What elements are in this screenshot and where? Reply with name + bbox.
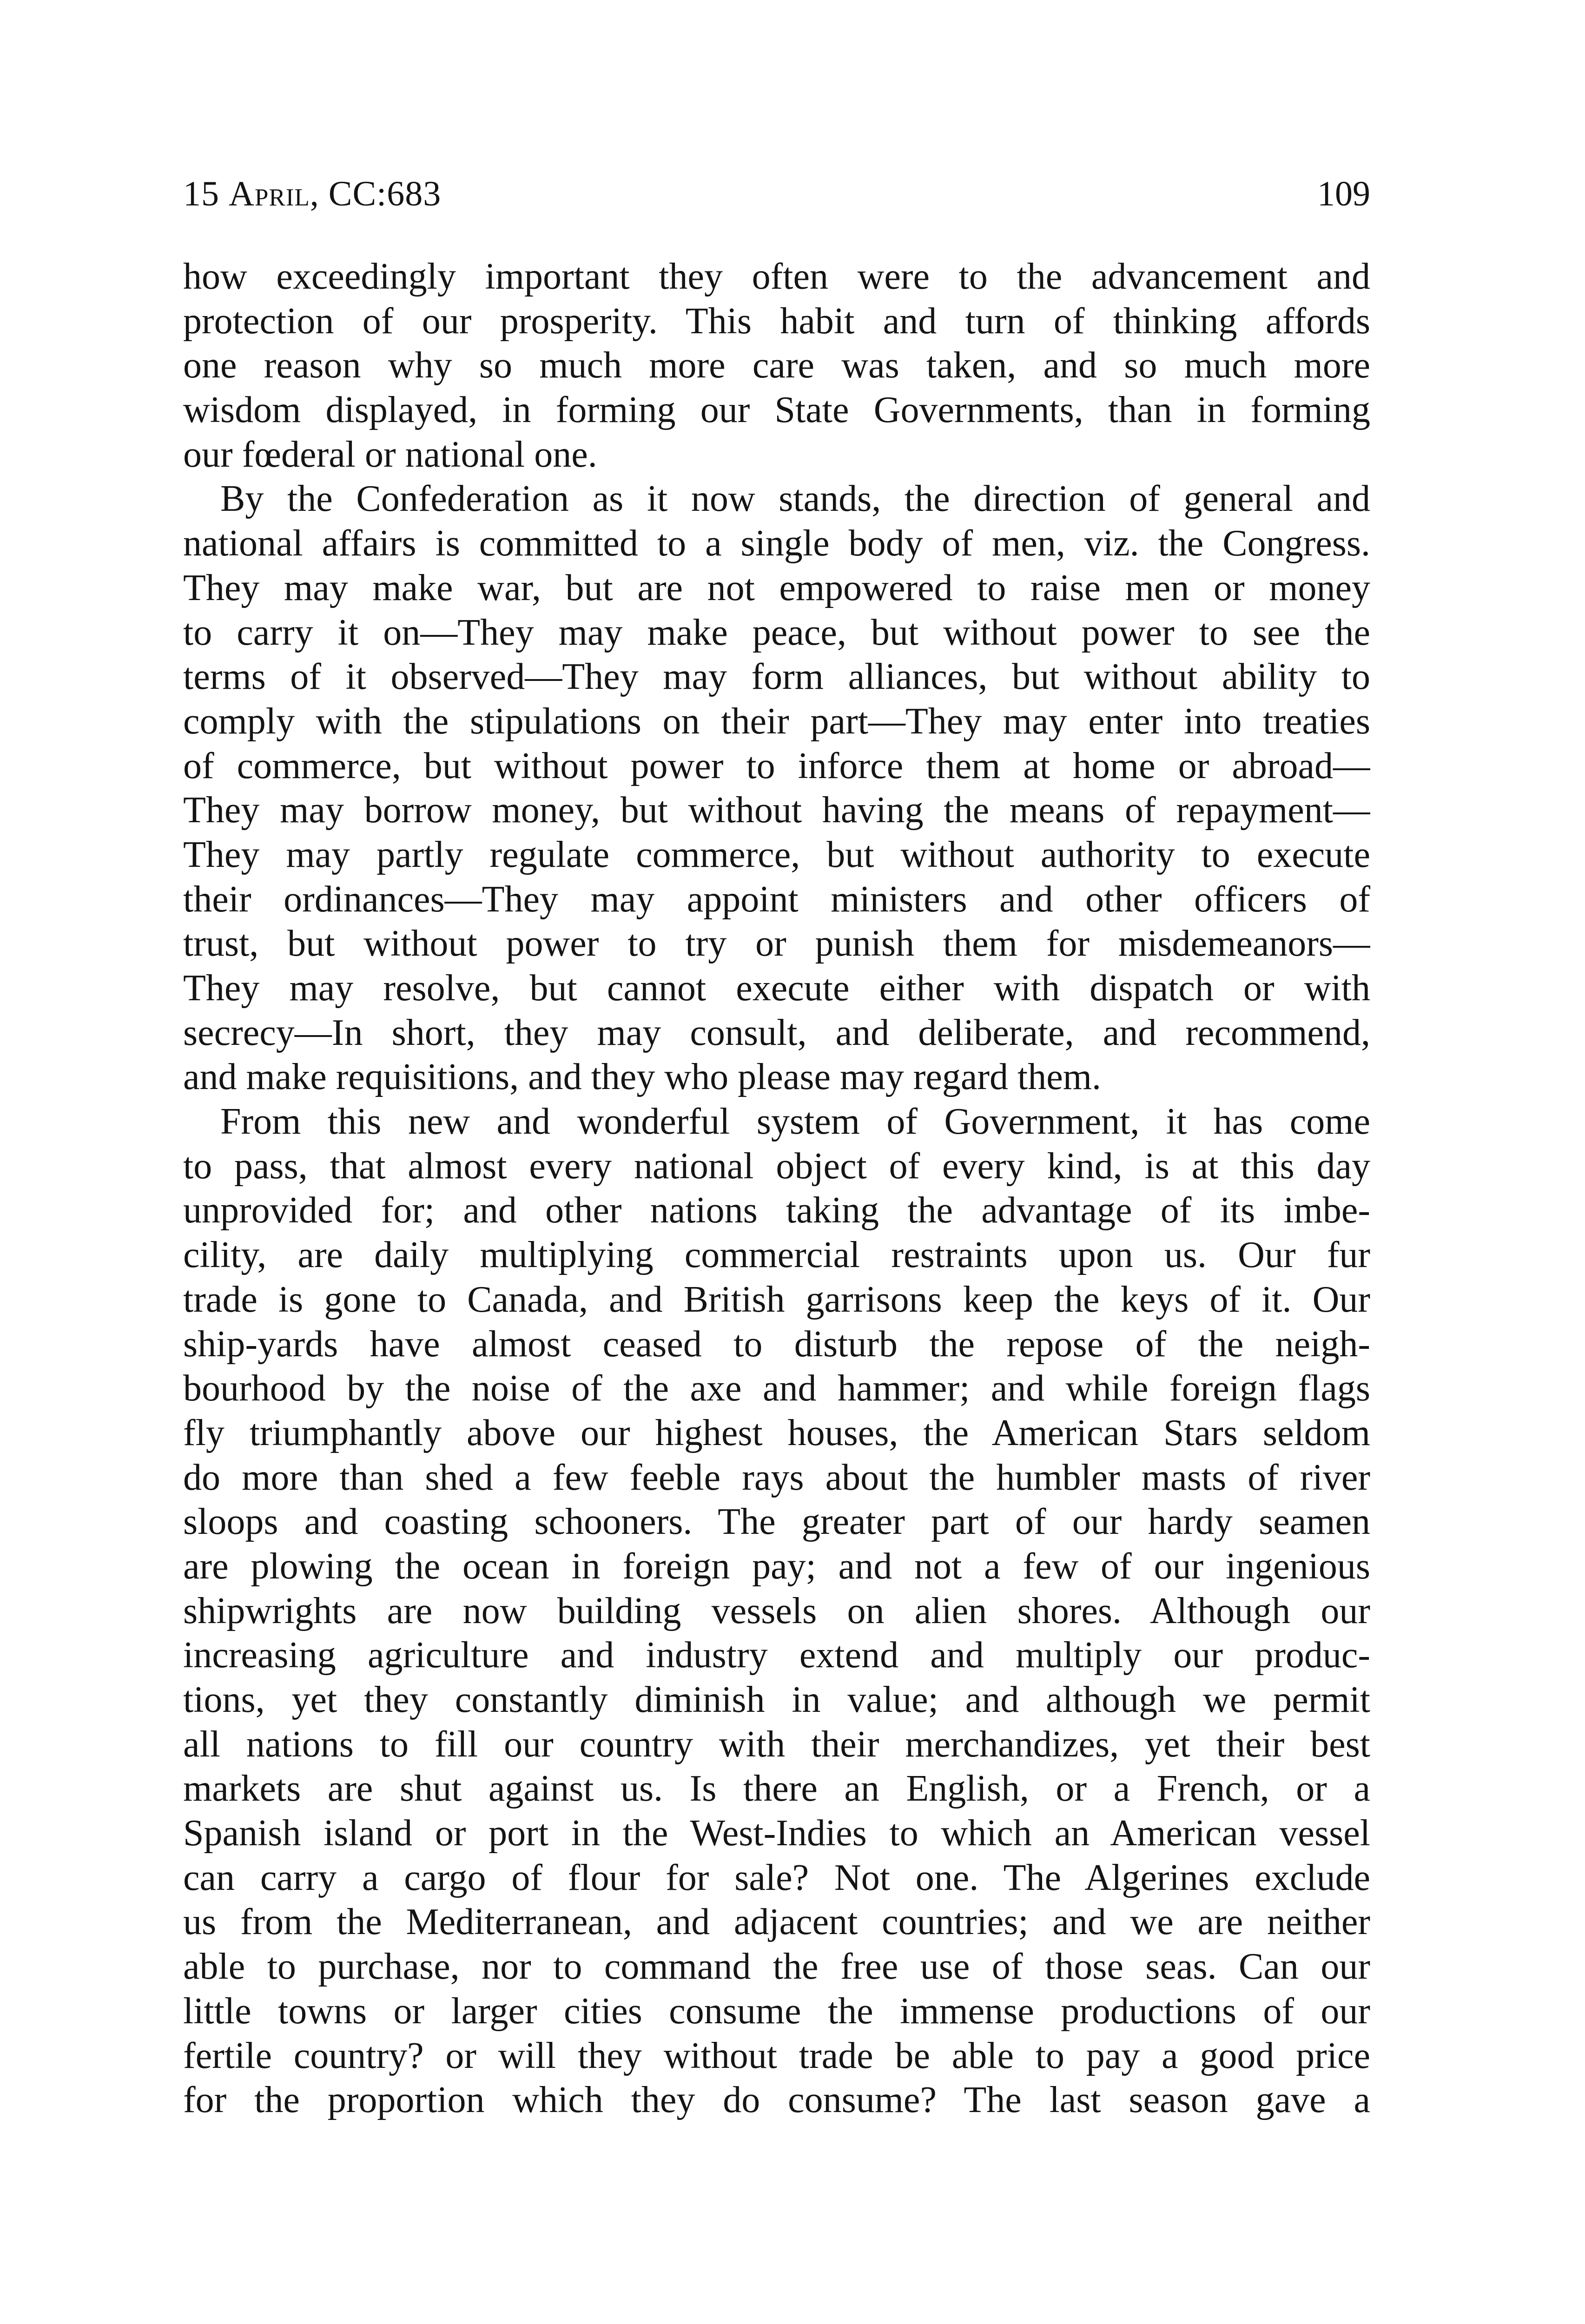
text-line: terms of it observed—They may form alliances, but without ability to [183,656,1370,698]
text-line: secrecy—In short, they may consult, and deliberate, and recommend, [183,1012,1370,1053]
text-line: ship-yards have almost ceased to disturb the repose of the neigh- [183,1323,1370,1365]
text-line: unprovided for; and other nations taking the advantage of its imbe- [183,1190,1370,1231]
text-line: bourhood by the noise of the axe and hammer; and while foreign flags [183,1368,1370,1409]
text-line: how exceedingly important they often were to the advancement and [183,256,1370,297]
text-line: to pass, that almost every national object of every kind, is at this day [183,1145,1370,1187]
text-line: They may borrow money, but without having the means of repayment— [183,790,1370,831]
running-head-ref: , CC:683 [310,174,442,213]
text-line: one reason why so much more care was taken, and so much more [183,345,1370,386]
text-line: trade is gone to Canada, and British garrisons keep the keys of it. Our [183,1279,1370,1320]
text-line: Spanish island or port in the West-Indies to which an American vessel [183,1813,1370,1854]
running-head-month: April [229,174,310,213]
text-line: able to purchase, nor to command the free use of those seas. Can our [183,1946,1370,1987]
text-line: cility, are daily multiplying commercial restraints upon us. Our fur [183,1235,1370,1276]
text-line: tions, yet they constantly diminish in value; and although we permit [183,1679,1370,1720]
text-line: to carry it on—They may make peace, but without power to see the [183,612,1370,653]
text-line: shipwrights are now building vessels on alien shores. Although our [183,1590,1370,1631]
text-line: our fœderal or national one. [183,434,597,475]
page-number: 109 [1317,174,1370,213]
text-line: protection of our prosperity. This habit and turn of thinking affords [183,300,1370,342]
text-line: all nations to fill our country with their merchandizes, yet their best [183,1723,1370,1765]
text-line: They may make war, but are not empowered to raise men or money [183,567,1370,608]
text-line: their ordinances—They may appoint ministers and other officers of [183,878,1370,920]
paragraph-first-line: From this new and wonderful system of Government, it has come [220,1101,1370,1142]
text-line: little towns or larger cities consume the immense productions of our [183,1990,1370,2032]
text-line: are plowing the ocean in foreign pay; and not a few of our ingenious [183,1545,1370,1587]
page-header [183,168,1370,219]
text-line: and make requisitions, and they who please may regard them. [183,1056,1101,1098]
text-line: fertile country? or will they without trade be able to pay a good price [183,2035,1370,2076]
text-line: us from the Mediterranean, and adjacent countries; and we are neither [183,1901,1370,1943]
text-line: can carry a cargo of flour for sale? Not one. The Algerines exclude [183,1857,1370,1898]
text-line: They may partly regulate commerce, but without authority to execute [183,834,1370,875]
text-line: markets are shut against us. Is there an English, or a French, or a [183,1768,1370,1809]
text-line: comply with the stipulations on their part—They may enter into treaties [183,700,1370,742]
text-line: of commerce, but without power to inforce them at home or abroad— [183,745,1370,786]
text-line: wisdom displayed, in forming our State Governments, than in forming [183,390,1370,431]
text-line: increasing agriculture and industry extend and multiply our produc- [183,1635,1370,1676]
text-line: They may resolve, but cannot execute either with dispatch or with [183,968,1370,1009]
running-head [183,168,441,219]
running-head-date: 15 [183,174,229,213]
text-line: national affairs is committed to a single body of men, viz. the Congress. [183,523,1370,564]
text-line: fly triumphantly above our highest houses, the American Stars seldom [183,1412,1370,1453]
text-line: for the proportion which they do consume? The last season gave a [183,2080,1370,2121]
body-text [183,255,1370,2123]
text-line: sloops and coasting schooners. The greater part of our hardy seamen [183,1501,1370,1543]
text-line: trust, but without power to try or punish them for misdemeanors— [183,923,1370,964]
text-line: do more than shed a few feeble rays about the humbler masts of river [183,1457,1370,1498]
paragraph-first-line: By the Confederation as it now stands, the direction of general and [220,478,1370,520]
